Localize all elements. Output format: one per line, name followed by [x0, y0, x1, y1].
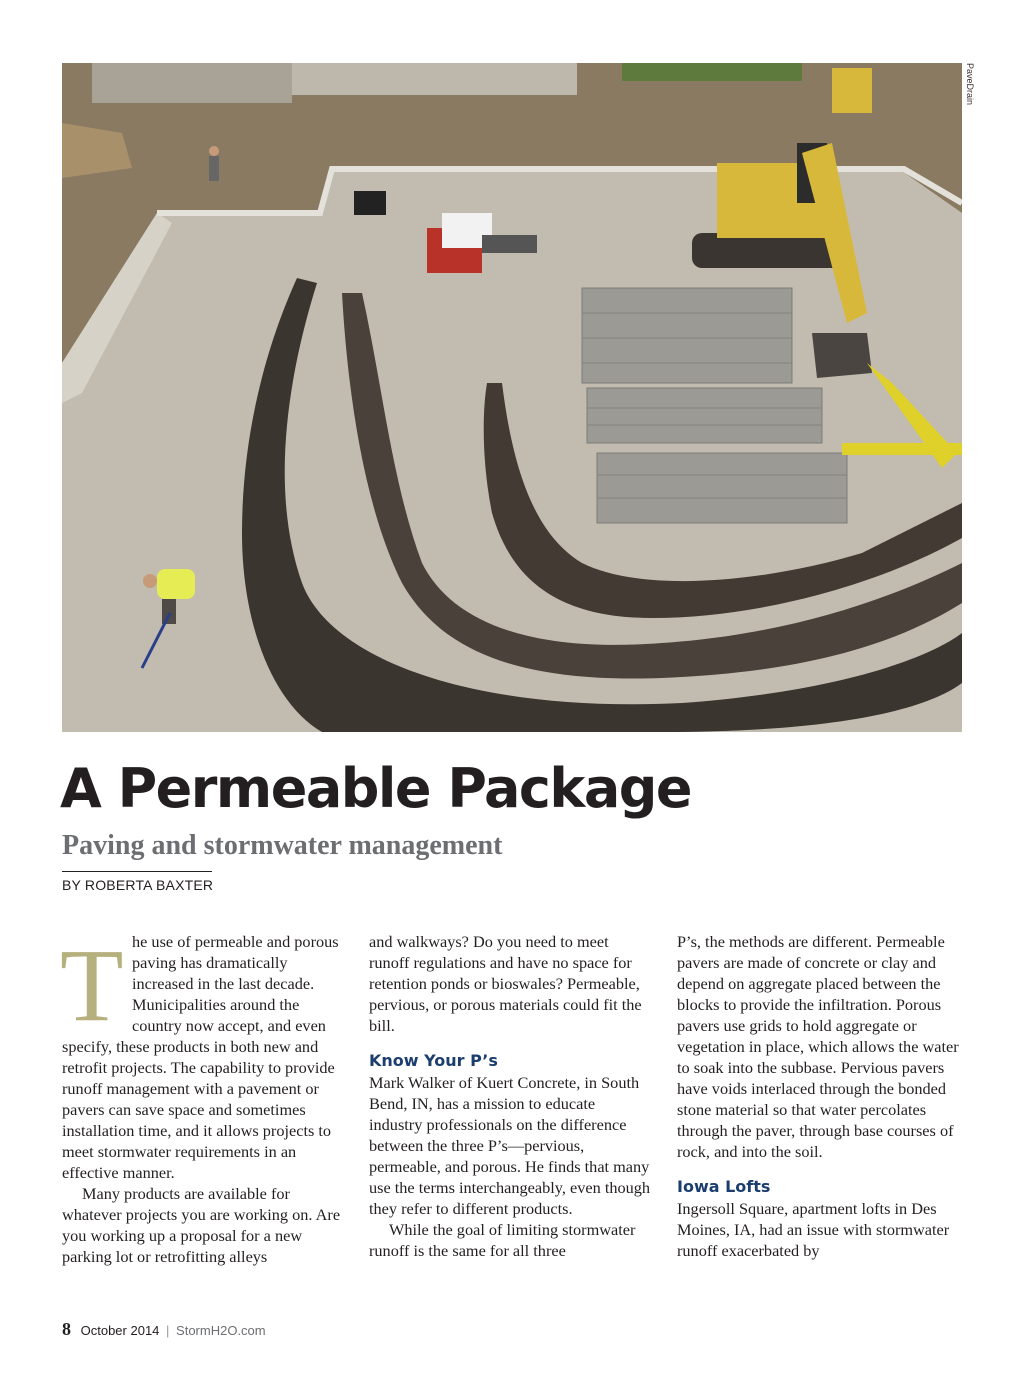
- hero-photo: [62, 63, 962, 732]
- article-title: A Permeable Package: [60, 757, 692, 820]
- page-footer: [62, 1319, 266, 1340]
- page-number: 8: [62, 1319, 71, 1339]
- dropcap-container: [60, 928, 132, 1043]
- paragraph-2: Many products are available for whatever projects you are working on. Are you working up a proposal for a new parking lot or retrofitting alleys: [62, 1184, 341, 1266]
- issue-date: October 2014: [80, 1323, 160, 1338]
- subhead-know-your-ps: Know Your P’s: [369, 1051, 498, 1070]
- construction-site-illustration: [62, 63, 962, 732]
- column-3: [677, 931, 959, 1261]
- paragraph-4: Mark Walker of Kuert Concrete, in South Bend, IN, has a mission to educate industry professionals on the difference between the three P’s—pervious, permeable, and porous. He finds that many use the terms interchangeably, even though they refer to different products.: [369, 1073, 651, 1218]
- paragraph-7: Ingersoll Square, apartment lofts in Des Moines, IA, had an issue with stormwater runoff exacerbated by: [677, 1199, 950, 1260]
- site-link[interactable]: StormH2O.com: [176, 1323, 266, 1338]
- paragraph-3: and walkways? Do you need to meet runoff regulations and have no space for retention ponds or bioswales? Permeable, pervious, or porous materials could fit the bill.: [369, 932, 642, 1035]
- column-2: [369, 931, 651, 1261]
- paragraph-6: P’s, the methods are different. Permeable pavers are made of concrete or clay and depend on aggregate placed between the blocks to provide the infiltration. Porous pavers use grids to hold aggregate or vegetation in place, which allows the water to soak into the subbase. Pervious pavers have voids interlaced through the bonded stone material so that water percolates through the paver, through base courses of rock, and into the soil.: [677, 932, 959, 1161]
- footer-separator: |: [166, 1323, 170, 1338]
- subhead-iowa-lofts: Iowa Lofts: [677, 1177, 771, 1196]
- article-deck: Paving and stormwater management: [62, 830, 503, 861]
- byline-rule: [62, 871, 212, 872]
- dropcap: T: [60, 928, 124, 1043]
- column-1: [60, 928, 344, 1267]
- paragraph-1: he use of permeable and porous paving has dramatically increased in the last decade. Municipalities around the country now accept, and even specify, these products in both new and retrofit projects. The capability to provide runoff management with a pavement or pavers can save space and sometimes installation time, and it allows projects to meet stormwater requirements in an effective manner.: [62, 932, 339, 1182]
- byline: BY ROBERTA BAXTER: [62, 877, 214, 893]
- photo-credit: PaveDrain: [965, 63, 975, 106]
- paragraph-5: While the goal of limiting stormwater runoff is the same for all three: [369, 1220, 636, 1260]
